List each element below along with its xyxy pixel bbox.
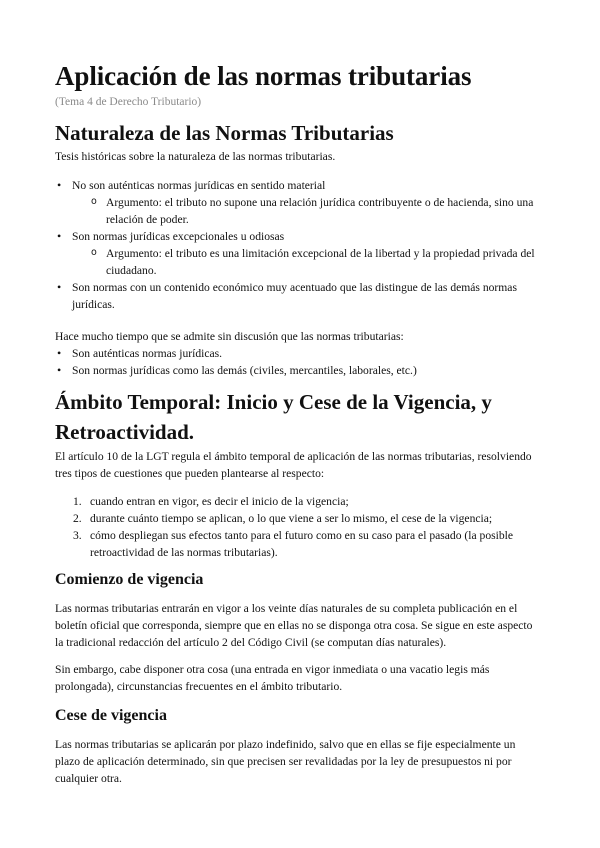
section-heading-naturaleza: Naturaleza de las Normas Tributarias — [55, 121, 394, 145]
bullet-list-tesis — [55, 177, 542, 313]
section-heading-cese: Cese de vigencia — [55, 707, 167, 724]
list-item-text: No son auténticas normas jurídicas en sentido material — [72, 179, 326, 192]
numbered-list — [55, 493, 542, 561]
list-item: • Son normas con un contenido económico muy acentuado que las distingue de las demás normas jurídicas. — [55, 279, 542, 313]
list-item-text: Son normas jurídicas excepcionales u odiosas — [72, 230, 285, 243]
list-item — [55, 228, 542, 279]
list-item: durante cuánto tiempo se aplican, o lo que viene a ser lo mismo, el cese de la vigencia; — [90, 512, 493, 525]
paragraph: Las normas tributarias se aplicarán por plazo indefinido, salvo que en ellas se fije especialmente un plazo de aplicación determinado, sin que precisen ser revalidadas por la ley de presupuestos ni por cualquier otra. — [55, 738, 516, 785]
paragraph: Hace mucho tiempo que se admite sin discusión que las normas tributarias: — [55, 330, 404, 343]
bullet-list-normas — [55, 345, 542, 379]
list-item — [55, 177, 542, 228]
paragraph: Sin embargo, cabe disponer otra cosa (una entrada en vigor inmediata o una vacatio legis más prolongada), circunstancias frecuentes en el ámbito tributario. — [55, 663, 490, 693]
list-item: • Son normas jurídicas como las demás (civiles, mercantiles, laborales, etc.) — [55, 362, 542, 379]
sub-list — [89, 245, 542, 279]
sub-list — [89, 194, 542, 228]
sub-list-item: o Argumento: el tributo no supone una relación jurídica contribuyente o de hacienda, sino una relación de poder. — [89, 194, 542, 228]
paragraph: Las normas tributarias entrarán en vigor a los veinte días naturales de su completa publicación en el boletín oficial que corresponda, siempre que en ellas no se disponga otra cosa. Se sigue en este aspecto la tradicional redacción del artículo 2 del Código Civil (se computan días naturales). — [55, 602, 533, 649]
list-item: cómo despliegan sus efectos tanto para el futuro como en su caso para el pasado (la posible retroactividad de las normas tributarias). — [90, 529, 514, 559]
section-intro: Tesis históricas sobre la naturaleza de las normas tributarias. — [55, 150, 336, 163]
section-heading-comienzo: Comienzo de vigencia — [55, 571, 204, 588]
list-item: cuando entran en vigor, es decir el inicio de la vigencia; — [90, 495, 349, 508]
section-heading-ambito-temporal: Ámbito Temporal: Inicio y Cese de la Vigencia, y Retroactividad. — [55, 390, 492, 444]
sub-list-item: o Argumento: el tributo es una limitación excepcional de la libertad y la propiedad privada del ciudadano. — [89, 245, 542, 279]
section-intro: El artículo 10 de la LGT regula el ámbito temporal de aplicación de las normas tributarias, resolviendo tres tipos de cuestiones que pueden plantearse al respecto: — [55, 450, 532, 480]
list-item: • Son auténticas normas jurídicas. — [55, 345, 542, 362]
document-subtitle: (Tema 4 de Derecho Tributario) — [55, 96, 202, 108]
document-title: Aplicación de las normas tributarias — [55, 61, 472, 91]
